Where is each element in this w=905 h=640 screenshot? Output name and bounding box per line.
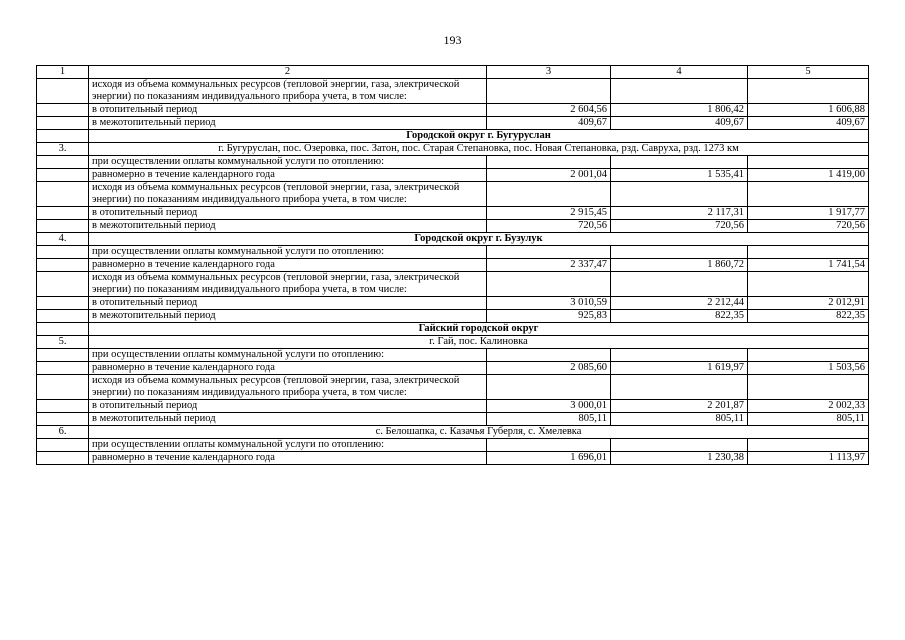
row-number-cell: 3. <box>37 143 89 156</box>
description-cell: равномерно в течение календарного года <box>89 452 487 465</box>
locality-name: г. Бугуруслан, пос. Озеровка, пос. Затон, пос. Старая Степановка, пос. Новая Степановка, рзд. Савруха, рзд. 1273 км <box>89 143 869 156</box>
section-heading-row <box>37 323 869 336</box>
description-cell: исходя из объема коммунальных ресурсов (тепловой энергии, газа, электрической энергии) по показаниям индивидуального прибора учета, в том числе: <box>89 79 487 104</box>
value-cell-col3: 2 085,60 <box>487 362 611 375</box>
value-cell-col5 <box>748 79 869 104</box>
description-cell: при осуществлении оплаты коммунальной услуги по отоплению: <box>89 246 487 259</box>
row-number-cell <box>37 452 89 465</box>
value-cell-col5 <box>748 375 869 400</box>
description-cell: при осуществлении оплаты коммунальной услуги по отоплению: <box>89 349 487 362</box>
column-header: 1 <box>37 66 89 79</box>
description-cell: в межотопительный период <box>89 413 487 426</box>
value-cell-col3 <box>487 182 611 207</box>
value-cell-col4: 1 230,38 <box>611 452 748 465</box>
value-cell-col5 <box>748 156 869 169</box>
value-cell-col4: 2 201,87 <box>611 400 748 413</box>
page-number: 193 <box>443 33 462 47</box>
value-cell-col3: 2 604,56 <box>487 104 611 117</box>
row-number-cell <box>37 272 89 297</box>
value-cell-col3: 720,56 <box>487 220 611 233</box>
value-cell-col3: 1 696,01 <box>487 452 611 465</box>
column-header-row <box>37 66 869 79</box>
value-cell-col5: 409,67 <box>748 117 869 130</box>
value-cell-col3: 3 000,01 <box>487 400 611 413</box>
table-row <box>37 169 869 182</box>
row-number-cell: 6. <box>37 426 89 439</box>
table-row <box>37 272 869 297</box>
section-heading-row <box>37 130 869 143</box>
row-number-cell <box>37 130 89 143</box>
value-cell-col4: 2 117,31 <box>611 207 748 220</box>
row-number-cell <box>37 362 89 375</box>
table-row <box>37 246 869 259</box>
row-number-cell <box>37 169 89 182</box>
row-number-cell <box>37 79 89 104</box>
value-cell-col4 <box>611 349 748 362</box>
value-cell-col5 <box>748 349 869 362</box>
description-cell: в отопительный период <box>89 297 487 310</box>
value-cell-col5: 805,11 <box>748 413 869 426</box>
description-cell: в отопительный период <box>89 400 487 413</box>
column-header: 4 <box>611 66 748 79</box>
locality-row <box>37 143 869 156</box>
row-number-cell <box>37 375 89 400</box>
row-number-cell <box>37 104 89 117</box>
value-cell-col4: 1 806,42 <box>611 104 748 117</box>
value-cell-col3: 3 010,59 <box>487 297 611 310</box>
table-row <box>37 104 869 117</box>
value-cell-col4: 720,56 <box>611 220 748 233</box>
table-row <box>37 182 869 207</box>
table-row <box>37 310 869 323</box>
table-row <box>37 117 869 130</box>
value-cell-col3 <box>487 79 611 104</box>
row-number-cell <box>37 349 89 362</box>
row-number-cell <box>37 207 89 220</box>
value-cell-col4: 805,11 <box>611 413 748 426</box>
description-cell: в межотопительный период <box>89 117 487 130</box>
description-cell: равномерно в течение календарного года <box>89 259 487 272</box>
row-number-cell <box>37 117 89 130</box>
description-cell: исходя из объема коммунальных ресурсов (тепловой энергии, газа, электрической энергии) по показаниям индивидуального прибора учета, в том числе: <box>89 375 487 400</box>
table-row <box>37 362 869 375</box>
row-number-cell <box>37 259 89 272</box>
locality-row <box>37 336 869 349</box>
value-cell-col3: 409,67 <box>487 117 611 130</box>
table-row <box>37 413 869 426</box>
row-number-cell <box>37 323 89 336</box>
table-row <box>37 375 869 400</box>
value-cell-col4: 822,35 <box>611 310 748 323</box>
column-header: 5 <box>748 66 869 79</box>
section-title: Городской округ г. Бузулук <box>89 233 869 246</box>
row-number-cell <box>37 439 89 452</box>
value-cell-col5 <box>748 272 869 297</box>
description-cell: в межотопительный период <box>89 220 487 233</box>
value-cell-col4 <box>611 375 748 400</box>
value-cell-col5: 1 503,56 <box>748 362 869 375</box>
table-row <box>37 259 869 272</box>
value-cell-col4 <box>611 272 748 297</box>
table-row <box>37 439 869 452</box>
value-cell-col5: 720,56 <box>748 220 869 233</box>
locality-row <box>37 426 869 439</box>
value-cell-col3 <box>487 272 611 297</box>
section-title: Городской округ г. Бугуруслан <box>89 130 869 143</box>
value-cell-col3: 925,83 <box>487 310 611 323</box>
row-number-cell <box>37 156 89 169</box>
value-cell-col5 <box>748 439 869 452</box>
description-cell: в отопительный период <box>89 104 487 117</box>
value-cell-col5: 1 606,88 <box>748 104 869 117</box>
value-cell-col3 <box>487 156 611 169</box>
locality-name: с. Белошапка, с. Казачья Губерля, с. Хмелевка <box>89 426 869 439</box>
description-cell: исходя из объема коммунальных ресурсов (тепловой энергии, газа, электрической энергии) по показаниям индивидуального прибора учета, в том числе: <box>89 272 487 297</box>
row-number-cell <box>37 246 89 259</box>
value-cell-col5: 1 917,77 <box>748 207 869 220</box>
table-body <box>37 79 869 465</box>
column-header: 2 <box>89 66 487 79</box>
locality-name: г. Гай, пос. Калиновка <box>89 336 869 349</box>
value-cell-col4: 1 619,97 <box>611 362 748 375</box>
tariff-table <box>36 65 869 465</box>
value-cell-col4 <box>611 246 748 259</box>
row-number-cell <box>37 297 89 310</box>
table-row <box>37 297 869 310</box>
column-header: 3 <box>487 66 611 79</box>
section-title: Гайский городской округ <box>89 323 869 336</box>
value-cell-col3 <box>487 349 611 362</box>
description-cell: равномерно в течение календарного года <box>89 169 487 182</box>
row-number-cell: 4. <box>37 233 89 246</box>
row-number-cell <box>37 400 89 413</box>
value-cell-col5: 1 419,00 <box>748 169 869 182</box>
description-cell: исходя из объема коммунальных ресурсов (тепловой энергии, газа, электрической энергии) по показаниям индивидуального прибора учета, в том числе: <box>89 182 487 207</box>
value-cell-col4 <box>611 439 748 452</box>
row-number-cell <box>37 182 89 207</box>
value-cell-col3: 2 915,45 <box>487 207 611 220</box>
description-cell: в межотопительный период <box>89 310 487 323</box>
table-row <box>37 220 869 233</box>
table-row <box>37 207 869 220</box>
section-heading-row <box>37 233 869 246</box>
value-cell-col3: 2 337,47 <box>487 259 611 272</box>
value-cell-col5: 2 012,91 <box>748 297 869 310</box>
value-cell-col3 <box>487 375 611 400</box>
value-cell-col4: 409,67 <box>611 117 748 130</box>
value-cell-col4: 2 212,44 <box>611 297 748 310</box>
row-number-cell <box>37 310 89 323</box>
value-cell-col4 <box>611 182 748 207</box>
value-cell-col5: 1 741,54 <box>748 259 869 272</box>
value-cell-col5: 822,35 <box>748 310 869 323</box>
table-row <box>37 400 869 413</box>
row-number-cell <box>37 413 89 426</box>
value-cell-col4: 1 860,72 <box>611 259 748 272</box>
description-cell: при осуществлении оплаты коммунальной услуги по отоплению: <box>89 439 487 452</box>
table-row <box>37 452 869 465</box>
value-cell-col3 <box>487 439 611 452</box>
value-cell-col5 <box>748 182 869 207</box>
description-cell: в отопительный период <box>89 207 487 220</box>
value-cell-col3 <box>487 246 611 259</box>
value-cell-col4: 1 535,41 <box>611 169 748 182</box>
value-cell-col5: 2 002,33 <box>748 400 869 413</box>
value-cell-col5: 1 113,97 <box>748 452 869 465</box>
table-row <box>37 156 869 169</box>
table-row <box>37 79 869 104</box>
table-row <box>37 349 869 362</box>
value-cell-col3: 805,11 <box>487 413 611 426</box>
row-number-cell <box>37 220 89 233</box>
value-cell-col4 <box>611 156 748 169</box>
row-number-cell: 5. <box>37 336 89 349</box>
description-cell: при осуществлении оплаты коммунальной услуги по отоплению: <box>89 156 487 169</box>
value-cell-col3: 2 001,04 <box>487 169 611 182</box>
value-cell-col4 <box>611 79 748 104</box>
value-cell-col5 <box>748 246 869 259</box>
description-cell: равномерно в течение календарного года <box>89 362 487 375</box>
